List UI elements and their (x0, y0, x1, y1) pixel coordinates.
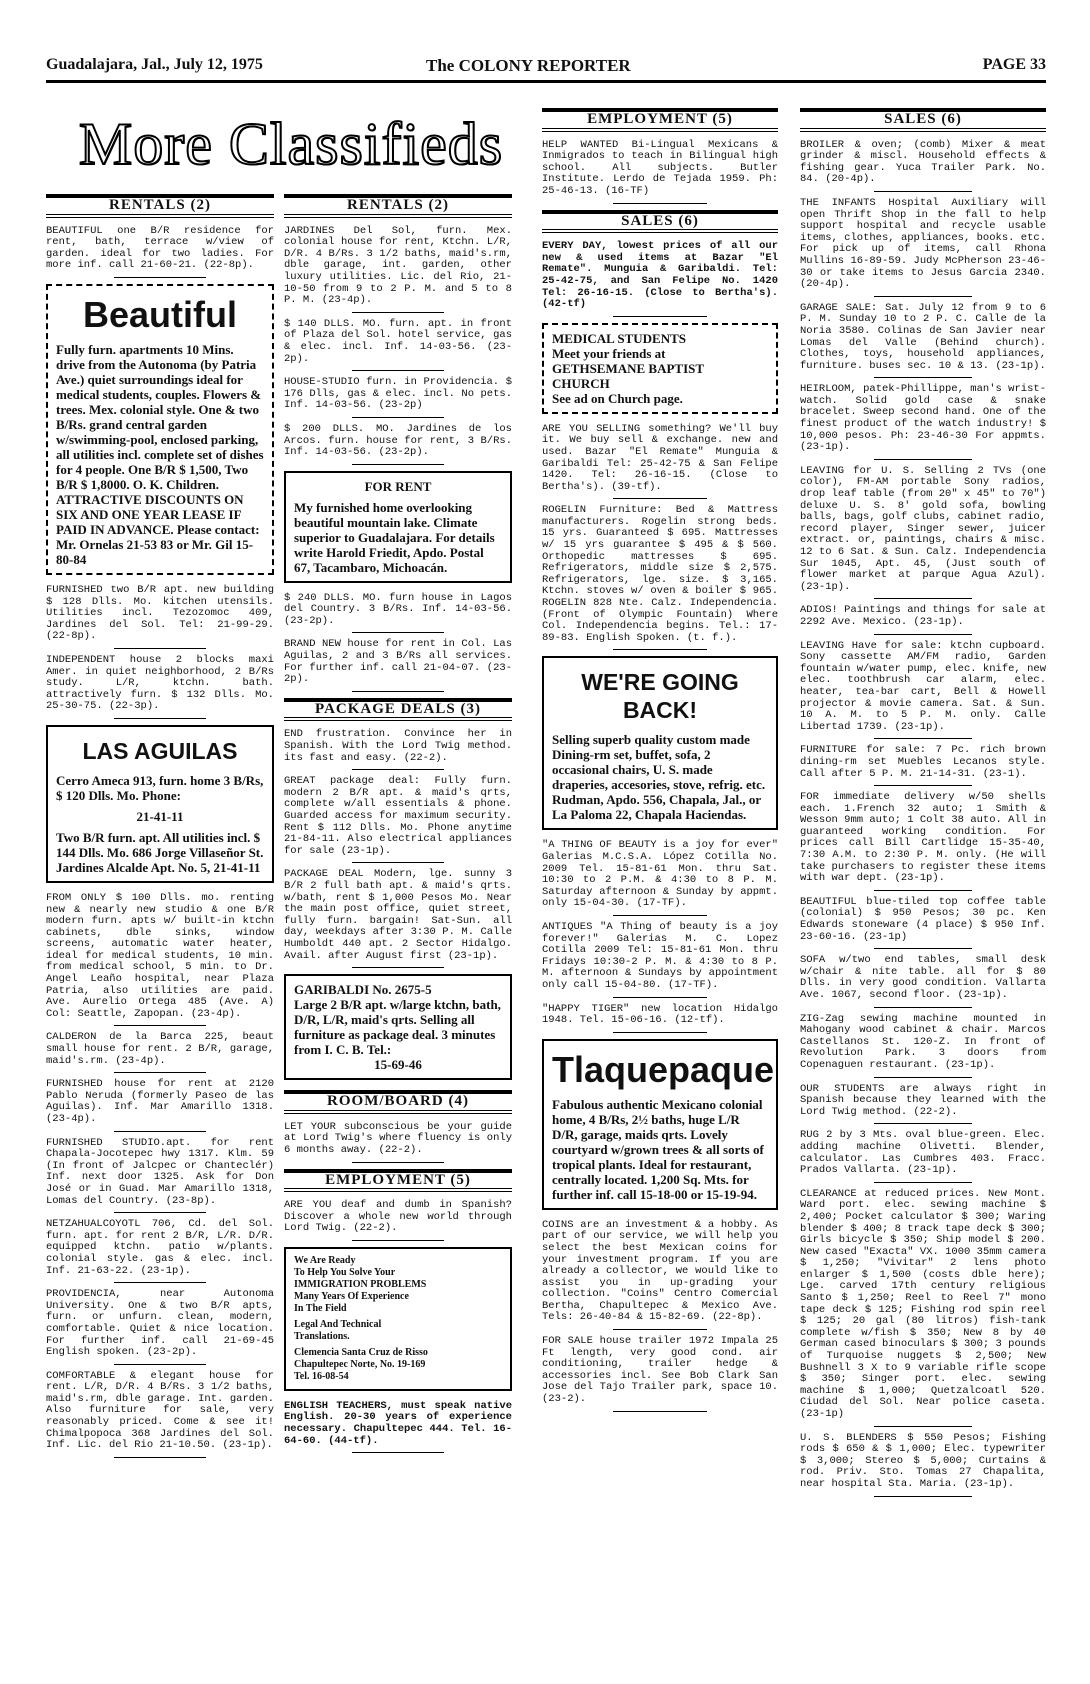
classified-ad: $ 140 DLLS. MO. furn. apt. in front of Plaza del Sol. hotel service, gas & elec. incl. Inf. 14-03-56. (23-2p). (284, 319, 512, 371)
column-1 (46, 190, 274, 1670)
classified-ad: HELP WANTED Bi-Lingual Mexicans & Inmigrados to teach in Bilingual high school. All subjects. Butler Institute. Lerdo de Tejada 1959. Ph: 25-46-13. (16-TF) (542, 140, 778, 204)
ad-headline: Beautiful (82, 293, 237, 335)
ad-line: CHURCH (552, 375, 610, 391)
classified-ad: CALDERON de la Barca 225, beaut small house for rent. 2 B/R, garage, maid's.rm. (23-4p). (46, 1032, 274, 1073)
classified-ad: CLEARANCE at reduced prices. New Mont. Ward port. elec. sewing machine $ 2,400; Pocket calculator $ 300; Waring blender $ 400; 8 track tape deck $ 300; Girls bicycle $ 350; Ship model $ 200. New cased "Exacta" VX. 1000 35mm camera $ 1,250; "Vivitar" 2 lens photo enlarger $ 1,500 (costs dble here); Lge. carved 17th century religious Santo $ 1,250; Reel to Reel 7" mono tape deck $ 125; Fishing rod spin reel $ 125; 20 gal (80 litros) fish-tank complete w/fish $ 350; New 8 by 40 German cased binoculars $ 300; 3 pounds of Turquoise nuggets $ 2,500; New Bushnell 3 X to 9 variable rifle scope $ 350; Singer port. elec. sewing machine $ 1,000; Quetzalcoatl 520. Ciudad del Sol. Near police caseta. (23-1p) (800, 1189, 1046, 1427)
classified-ad: BEAUTIFUL blue-tiled top coffee table (colonial) $ 950 Pesos; 30 pc. Ken Edwards stoneware (4 place) $ 950 Inf. 23-60-16. (23-1p) (800, 897, 1046, 949)
classified-ad: BRAND NEW house for rent in Col. Las Aguilas, 2 and 3 B/Rs all services. For further inf. call 21-04-07. (23-2p). (284, 639, 512, 691)
ad-line: Meet your friends at (552, 345, 666, 361)
ad-line: In The Field (294, 1302, 347, 1314)
classified-ad: INDEPENDENT house 2 blocks maxi Amer. in quiet neighborhood, 2 B/Rs study. L/R, ktchn. bath. attractively furn. $ 132 Dlls. Mo. 25-30-75. (22-3p). (46, 655, 274, 719)
classified-ad: BROILER & oven; (comb) Mixer & meat grinder & miscl. Household effects & fishing gear. Yuca Trailer Park. No. 84. (20-4p). (800, 140, 1046, 192)
classified-ad: ROGELIN Furniture: Bed & Mattress manufacturers. Rogelin strong beds. 15 yrs. Guaranteed $ 695. Mattresses w/ 15 yrs guarantee $ 495 & $ 560. Orthopedic mattresses $ 695. Refrigerators, middle size $ 2,575. Refrigerators, lge. size. $ 3,165. Ktchn. stoves w/ oven & boiler $ 965. ROGELIN 828 Nte. Calz. Independencia. (Front of Olympic Fountain) Where Col. Independencia begins. Tel.: 17-89-83. English Spoken. (t. f.). (542, 505, 778, 650)
ad-headline: GARIBALDI No. 2675-5 (294, 982, 432, 998)
classified-ad: BEAUTIFUL one B/R residence for rent, bath, terrace w/view of garden. ideal for two ladies. For more inf. call 21-60-21. (22-8p). (46, 226, 274, 278)
ad-line: See ad on Church page. (552, 390, 683, 406)
ad-phone: 15-69-46 (374, 1057, 422, 1073)
classified-ad: FURNITURE for sale: 7 Pc. rich brown dining-rm set Muebles Lecanos style. Call after 5 P. M. 21-14-31. (23-1). (800, 745, 1046, 786)
section-heading: EMPLOYMENT (5) (284, 1169, 512, 1193)
ad-line: Many Years Of Experience (294, 1290, 409, 1302)
ad-headline: FOR RENT (364, 478, 432, 494)
classified-ad: PROVIDENCIA, near Autonoma University. One & two B/R apts, furn. or unfurn. clean, modern, comfortable. Quiet & nice location. For further inf. call 21-69-45 English spoken. (23-2p). (46, 1289, 274, 1365)
column-3 (542, 104, 778, 1670)
newspaper-name: The COLONY REPORTER (426, 56, 631, 75)
section-heading: ROOM/BOARD (4) (284, 1090, 512, 1114)
classified-ad: $ 240 DLLS. MO. furn house in Lagos del Country. 3 B/Rs. Inf. 14-03-56. (23-2p). (284, 593, 512, 634)
ad-body: Cerro Ameca 913, furn. home 3 B/Rs, $ 120 Dlls. Mo. Phone: (56, 772, 264, 803)
section-heading: EMPLOYMENT (5) (542, 108, 778, 132)
classified-ad: COINS are an investment & a hobby. As part of our service, we will help you select the best Mexican coins for your investment program. If you are already a collector, we would like to assist you in up-grading your collection. "Coins" Centro Comercial Bertha, Chapultepec & Mexico Ave. Tels: 26-40-84 & 15-82-69. (22-8p). (542, 1220, 778, 1330)
classified-ad: FURNISHED house for rent at 2120 Pablo Neruda (formerly Paseo de las Aguilas). Inf. Mar Amarillo 1318. (23-4p). (46, 1079, 274, 1131)
ad-body: Fully furn. apartments 10 Mins. drive from the Autonoma (by Patria Ave.) quiet surroundings ideal for medical students, couples. Flowers & trees. Mex. colonial style. One & two B/Rs. grand central garden w/swimming-pool, enclosed parking, all utilities incl. complete set of dishes for 4 people. One B/R $ 1,500, Two B/R $ 1,8000. O. K. Children. ATTRACTIVE DISCOUNTS ON SIX AND ONE YEAR LEASE IF PAID IN ADVANCE. Please contact: Mr. Ornelas 21-53 83 or Mr. Gil 15-80-84 (56, 341, 264, 567)
ad-box-medical-students (542, 323, 778, 414)
ad-line: Translations. (294, 1330, 350, 1342)
ad-line: Chapultepec Norte, No. 19-169 (294, 1358, 426, 1370)
ad-box-garibaldi (284, 974, 512, 1080)
section-heading: SALES (6) (800, 108, 1046, 132)
column-2 (284, 190, 512, 1670)
ad-box-tlaquepaque (542, 1039, 778, 1210)
ad-line: IMMIGRATION PROBLEMS (294, 1278, 427, 1290)
ad-line: Legal And Technical (294, 1318, 382, 1330)
classified-ad: THE INFANTS Hospital Auxiliary will open Thrift Shop in the fall to help support hospital and recycle usable items, clothes, appliances, books. etc. For pick up of items, call Rhona Mullins 16-89-59. Judy McPherson 23-46-30 or take items to Jesus Garcia 2340. (20-4p). (800, 198, 1046, 297)
ad-line: To Help You Solve Your (294, 1266, 396, 1278)
classified-ad: ZIG-Zag sewing machine mounted in Mahogany wood cabinet & chair. Marcos Castellanos St. 120-Z. In front of Revolution Park. 3 doors from Copenaguen restaurant. (23-1p). (800, 1014, 1046, 1078)
section-heading: SALES (6) (542, 210, 778, 234)
classified-ad: "A THING OF BEAUTY is a joy for ever" Galerias M.C.S.A. López Cotilla No. 2009 Tel. 15-81-61 Mon. thru Sat. 10:30 to 2 P.M. & 4:30 to 8 P. M. Saturday afternoon & Sunday by appmt. only 15-04-30. (17-TF). (542, 840, 778, 916)
classified-ad: HOUSE-STUDIO furn. in Providencia. $ 176 Dlls, gas & elec. incl. No pets. Inf. 14-03-56. (23-2p) (284, 377, 512, 418)
classified-ad: EVERY DAY, lowest prices of all our new & used items at Bazar "El Remate". Munguia & Garibaldi. Tel: 25-42-75, and San Felipe No. 1420 Tel: 26-16-15. (Close to Bertha's). (42-tf) (542, 241, 778, 317)
classified-ad: OUR STUDENTS are always right in Spanish because they learned with the Lord Twig method. (22-2). (800, 1084, 1046, 1125)
classified-ad: LEAVING for U. S. Selling 2 TVs (one color), FM-AM portable Sony radios, drop leaf table (from 20" x 45" to 70") deluxe U. S. 8' gold sofa, bowling balls, bags, golf clubs, cabinet radio, record player, Singer sewer, juicer extract. or, paintings, chairs & misc. 12 to 6 Sat. & Sun. Calz. Independencia Sur 1045, Apt. 45, (Just south of flower market at parque Agua Azul). (23-1p). (800, 466, 1046, 600)
classified-ad: FOR SALE house trailer 1972 Impala 25 Ft length, very good cond. air conditioning, trailer hedge & accessories incl. See Bob Clark San Jose del Tajo Trailer park, space 10. (23-2). (542, 1336, 778, 1412)
ad-box-for-rent (284, 471, 512, 583)
classified-ad: JARDINES Del Sol, furn. Mex. colonial house for rent, Ktchn. L/R, D/R. 4 B/Rs. 3 1/2 baths, maid's.rm, dble garage, int. garden, other luxury utilities. Lic. del Rio, 21-10-50 from 9 to 2 P. M. and 5 to 8 P. M. (23-4p). (284, 226, 512, 313)
classified-ad: ANTIQUES "A Thing of beauty is a joy forever!" Galerias M. C. Lopez Cotilla 2009 Tel: 15-81-61 Mon. thru Fridays 10:30-2 P. M. & 4:30 to 8 P. M. afternoon & Sundays by appointment only call 15-04-80. (17-TF). (542, 922, 778, 998)
ad-line: Clemencia Santa Cruz de Risso (294, 1346, 428, 1358)
classified-ad: SOFA w/two end tables, small desk w/chair & nite table. all for $ 80 Dlls. in very good condition. Vallarta Ave. 1067, second floor. (23-1p). (800, 955, 1046, 1007)
ad-box-going-back (542, 656, 778, 830)
classified-ad: END frustration. Convince her in Spanish. With the Lord Twig method. its fast and easy. (22-2). (284, 729, 512, 770)
classified-ad: "HAPPY TIGER" new location Hidalgo 1948. Tel. 15-06-16. (12-tf). (542, 1004, 778, 1033)
ad-body: Large 2 B/R apt. w/large ktchn, bath, D/R, L/R, maid's qrts. Selling all furniture as package deal. 3 minutes from I. C. B. Tel.: (294, 997, 501, 1058)
ad-body: My furnished home overlooking beautiful mountain lake. Climate superior to Guadalajara. For details write Harold Friedit, Apdo. Postal 67, Tacambaro, Michoacán. (294, 499, 495, 575)
ad-line: GETHSEMANE BAPTIST (552, 360, 705, 376)
classified-ad: ARE YOU SELLING something? We'll buy it. We buy sell & exchange. new and used. Bazar "El Remate" Munguia & Garibaldi Tel: 25-42-75 & San Felipe 1420. Tel: 26-16-15. (Close to Bertha's). (39-tf). (542, 424, 778, 500)
section-heading: RENTALS (2) (46, 194, 274, 218)
section-heading: RENTALS (2) (284, 194, 512, 218)
classified-ad: NETZAHUALCOYOTL 706, Cd. del Sol. furn. apt. for rent 2 B/R, L/R. D/R. equipped ktchn. patio w/plants. colonial style. gas & elec. incl. Inf. 21-63-22. (23-1p). (46, 1219, 274, 1283)
classified-ad: FROM ONLY $ 100 Dlls. mo. renting new & nearly new studio & one B/R modern furn. apts w/ built-in ktchn cabinets, dble sinks, window screens, automatic water heater, ideal for medical students, 10 min. from medical school, 5 min. to Dr. Angel Leaño hospital, near Plaza Patria, also utilities are paid. Ave. Aurelio Ortega 485 (Ave. A) Col: Seattle, Zapopan. (23-4p). (46, 893, 274, 1027)
ad-headline: LAS AGUILAS (82, 737, 238, 764)
dateline: Guadalajara, Jal., July 12, 1975 (46, 56, 263, 73)
classified-ad: FURNISHED STUDIO.apt. for rent Chapala-Jocotepec hwy 1317. Klm. 59 (In front of Jalcpec or Chanteclér) Inf. next door 1325. Ask for Don José or in Guad. Mar Amarillo 1318, Lomas del Country. (23-8p). (46, 1138, 274, 1214)
classified-ad: LEAVING Have for sale: ktchn cupboard. Sony cassette AM/FM radio, Garden fountain w/water pump, elec. knife, new elec. toothbrush car alarm, elec. heater, tea-bar cart, Bell & Howell projector & movie camera. Sat. & Sun. 10 A. M. to 5 P. M. only. Calle Libertad 1739. (23-1p). (800, 641, 1046, 740)
ad-headline: Tlaquepaque (552, 1048, 775, 1090)
header-rule (46, 80, 1046, 83)
ad-box-beautiful (46, 284, 274, 575)
section-heading: PACKAGE DEALS (3) (284, 698, 512, 722)
classified-ad: GREAT package deal: Fully furn. modern 2 B/R apt. & maid's qrts, complete w/all essentials & phone. Guarded access for maximum security. Rent $ 112 Dlls. Mo. Phone anytime 21-84-11. Also electrical appliances for sale (23-1p). (284, 776, 512, 863)
classified-ad: HEIRLOOM, patek-Phillippe, man's wrist-watch. Solid gold case & snake bracelet. Sweep second hand. One of the finest product of the watch industry! $ 10,000 pesos. Ph: 23-46-30 For appmts. (23-1p). (800, 384, 1046, 460)
ad-line: Tel. 16-08-54 (294, 1370, 349, 1382)
ad-line: We Are Ready (294, 1254, 356, 1266)
page-header (46, 50, 1046, 80)
ad-body: Selling superb quality custom made Dining-rm set, buffet, sofa, 2 occasional chairs, U. S. made draperies, accesories, stove, refrig. etc. Rudman, Apdo. 556, Chapala, Jal., or La Paloma 22, Chapala Haciendas. (552, 732, 766, 823)
classified-ad: ENGLISH TEACHERS, must speak native English. 20-30 years of experience necessary. Chapultepec 444. Tel. 16-64-60. (44-tf). (284, 1401, 512, 1453)
classified-ad: FOR immediate delivery w/50 shells each. 1.French 32 auto; 1 Smith & Wesson 9mm auto; 1 Colt 38 auto. All in guaranteed working condition. For prices call Bill Cartlidge 15-35-40, 7:30 A.M. to 2:30 P. M. only. (He will take purchasers to register these items with war dept. (23-1p). (800, 792, 1046, 891)
ad-phone: 21-41-11 (136, 808, 184, 824)
page-title: More Classifieds (78, 111, 504, 177)
ad-body: Fabulous authentic Mexicano colonial home, 4 B/Rs, 2½ baths, huge L/R D/R, garage, maids qrts. Lovely courtyard w/grown trees & all sorts of tropical plants. Ideal for restaurant, centrally located. 1,200 Sq. Mts. for further inf. call 15-18-00 or 15-19-94. (552, 1096, 764, 1202)
classified-ad: GARAGE SALE: Sat. July 12 from 9 to 6 P. M. Sunday 10 to 2 P. C. Calle de la Noria 3580. Colinas de San Javier near Lomas del Valle (Behind church). Clothes, toys, household appliances, furniture. buses sec. 10 & 13. (23-1p). (800, 303, 1046, 379)
ad-line: MEDICAL STUDENTS (552, 330, 687, 346)
classified-ad: FURNISHED two B/R apt. new building $ 128 Dlls. Mo. kitchen utensils. Utilities incl. Tezozomoc 409, Jardines del Sol. Tel: 21-99-29. (22-8p). (46, 585, 274, 649)
classified-ad: ARE YOU deaf and dumb in Spanish? Discover a whole new world through Lord Twig. (22-2). (284, 1200, 512, 1241)
classified-ad: COMFORTABLE & elegant house for rent. L/R, D/R. 4 B/Rs. 3 1/2 baths, maid's.rm, dble garage. Int. garden. Also furniture for sale, very reasonably priced. Come & see it! Chimalpopoca 368 Jardines del Sol. Inf. Lic. del Rio 21-10.50. (23-1p). (46, 1371, 274, 1458)
ad-body: Two B/R furn. apt. All utilities incl. $ 144 Dlls. Mo. 686 Jorge Villaseñor St. Jardines Alcalde Apt. No. 5, 21-41-11 (56, 829, 264, 875)
classified-ad: LET YOUR subconscious be your guide at Lord Twig's where fluency is only 6 months away. (22-2). (284, 1122, 512, 1163)
ad-box-immigration (284, 1247, 512, 1391)
classified-ad: $ 200 DLLS. MO. Jardines de los Arcos. furn. house for rent, 3 B/Rs. Inf. 14-03-56. (23-2p). (284, 424, 512, 465)
ad-box-las-aguilas (46, 725, 274, 883)
ad-headline: WE'RE GOING BACK! (581, 669, 739, 724)
classified-ad: ADIOS! Paintings and things for sale at 2292 Ave. Mexico. (23-1p). (800, 605, 1046, 634)
classified-ad: PACKAGE DEAL Modern, lge. sunny 3 B/R 2 full bath apt. & maid's qrts. w/bath, rent $ 1,000 Pesos Mo. Near the main post office, quiet street, fully furn. bargain! Sat-Sun. all day, weekdays after 3:30 P. M. Calle Humboldt 440 apt. 2 Sector Hidalgo. Avail. after August first (23-1p). (284, 869, 512, 968)
classified-ad: RUG 2 by 3 Mts. oval blue-green. Elec. adding machine Olivetti. Blender, calculator. Las Cumbres 403. Fracc. Prados Vallarta. (23-1p). (800, 1130, 1046, 1182)
column-4 (800, 104, 1046, 1670)
page-number: PAGE 33 (982, 56, 1046, 73)
classified-ad: U. S. BLENDERS $ 550 Pesos; Fishing rods $ 650 & $ 1,000; Elec. typewriter $ 3,000; Stereo $ 5,000; Curtains & rod. Priv. Sto. Tomas 27 Chapalita, near hospital Sta. Maria. (23-1p). (800, 1433, 1046, 1497)
